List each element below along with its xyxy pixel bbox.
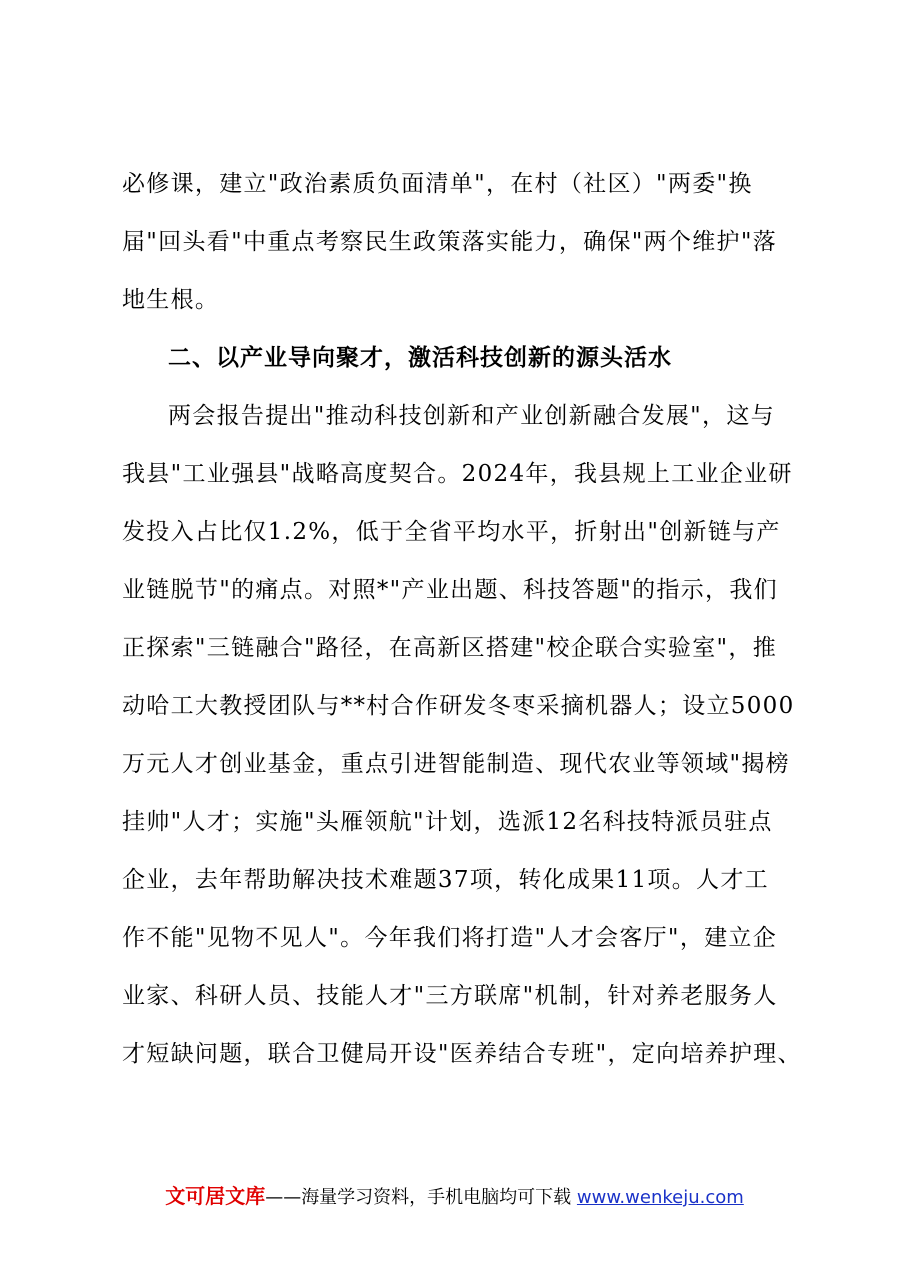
- body-line: 届"回头看"中重点考察民生政策落实能力，确保"两个维护"落: [122, 229, 778, 255]
- footer-banner: [0, 1182, 909, 1212]
- body-line: 必修课，建立"政治素质负面清单"，在村（社区）"两委"换: [122, 171, 753, 197]
- body-line: 业家、科研人员、技能人才"三方联席"机制，针对养老服务人: [122, 983, 778, 1009]
- body-line: 地生根。: [122, 287, 220, 313]
- body-line: 挂帅"人才；实施"头雁领航"计划，选派12名科技特派员驻点: [122, 809, 773, 835]
- footer-tagline: ——海量学习资料，手机电脑均可下载: [265, 1187, 572, 1208]
- footer-brand: 文可居文库: [165, 1184, 266, 1208]
- body-line: 两会报告提出"推动科技创新和产业创新融合发展"，这与: [168, 403, 775, 429]
- body-line: 企业，去年帮助解决技术难题37项，转化成果11项。人才工: [122, 867, 769, 893]
- body-line: 业链脱节"的痛点。对照*"产业出题、科技答题"的指示，我们: [122, 577, 778, 603]
- body-line: 才短缺问题，联合卫健局开设"医养结合专班"，定向培养护理、: [122, 1041, 802, 1067]
- section-heading: 二、以产业导向聚才，激活科技创新的源头活水: [168, 345, 672, 371]
- body-line: 万元人才创业基金，重点引进智能制造、现代农业等领域"揭榜: [122, 751, 790, 777]
- body-line: 发投入占比仅1.2%，低于全省平均水平，折射出"创新链与产: [122, 519, 781, 545]
- footer-website-link[interactable]: www.wenkeju.com: [576, 1187, 744, 1208]
- body-line: 正探索"三链融合"路径，在高新区搭建"校企联合实验室"，推: [122, 635, 778, 661]
- body-line: 动哈工大教授团队与**村合作研发冬枣采摘机器人；设立5000: [122, 693, 795, 719]
- body-line: 我县"工业强县"战略高度契合。2024年，我县规上工业企业研: [122, 461, 793, 487]
- body-line: 作不能"见物不见人"。今年我们将打造"人才会客厅"，建立企: [122, 925, 778, 951]
